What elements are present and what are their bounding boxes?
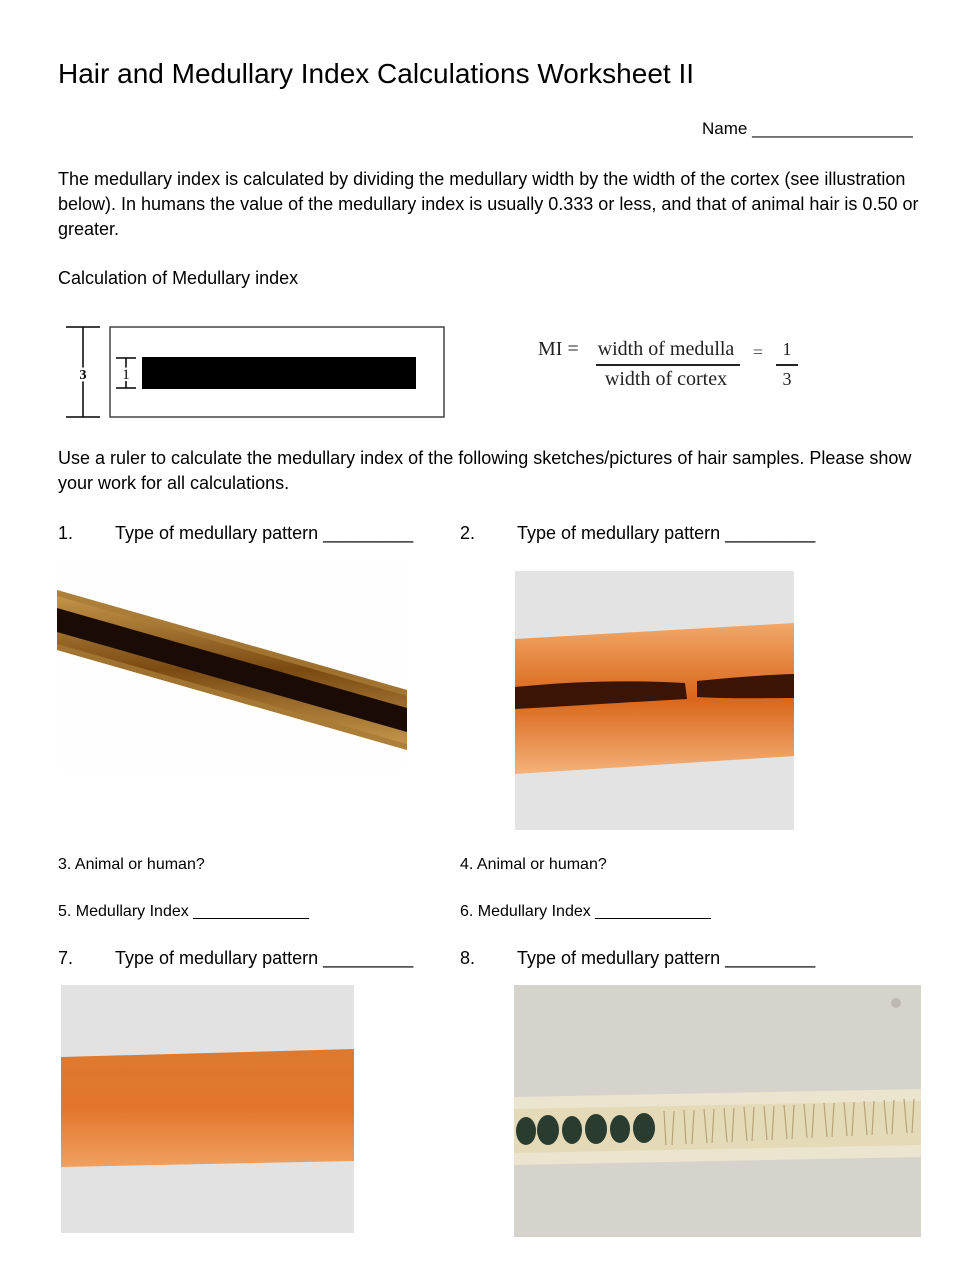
question-8: 8. Type of medullary pattern _________ <box>460 948 816 968</box>
formula-equals: = <box>752 342 764 362</box>
question-3: 3. Animal or human? <box>58 856 205 873</box>
formula-denominator: width of cortex <box>604 368 728 390</box>
fraction-denominator: 3 <box>782 369 792 389</box>
outer-label: 3 <box>79 368 87 383</box>
hair-sample-2-image <box>515 571 794 830</box>
medulla-bar <box>142 357 416 389</box>
mi-formula <box>532 332 812 396</box>
medullary-diagram <box>58 322 450 422</box>
question-1: 1. Type of medullary pattern _________ <box>58 523 414 543</box>
question-4: 4. Animal or human? <box>460 856 607 873</box>
formula-lhs: MI = <box>538 338 579 360</box>
instructions-paragraph: Use a ruler to calculate the medullary index of the following sketches/pictures of hair samples. Please show your work for all calculations. <box>58 448 912 493</box>
intro-paragraph: The medullary index is calculated by dividing the medullary width by the width of the cortex (see illustration below). In humans the value of the medullary index is usually 0.333 or less, and that of animal hair is 0.50 or greater. <box>58 169 919 239</box>
page-title: Hair and Medullary Index Calculations Worksheet II <box>58 58 695 89</box>
inner-label: 1 <box>122 367 130 383</box>
calc-heading: Calculation of Medullary index <box>58 268 299 288</box>
question-5: 5. Medullary Index _____________ <box>58 903 309 920</box>
hair-sample-4-image <box>514 985 921 1237</box>
question-6: 6. Medullary Index _____________ <box>460 903 711 920</box>
formula-numerator: width of medulla <box>597 338 735 360</box>
question-2: 2. Type of medullary pattern _________ <box>460 523 816 543</box>
question-7: 7. Type of medullary pattern _________ <box>58 948 414 968</box>
hair-sample-1-image <box>57 560 407 770</box>
fraction-numerator: 1 <box>782 339 792 359</box>
name-field[interactable]: Name _________________ <box>702 119 913 138</box>
hair-sample-3-image <box>61 985 354 1233</box>
